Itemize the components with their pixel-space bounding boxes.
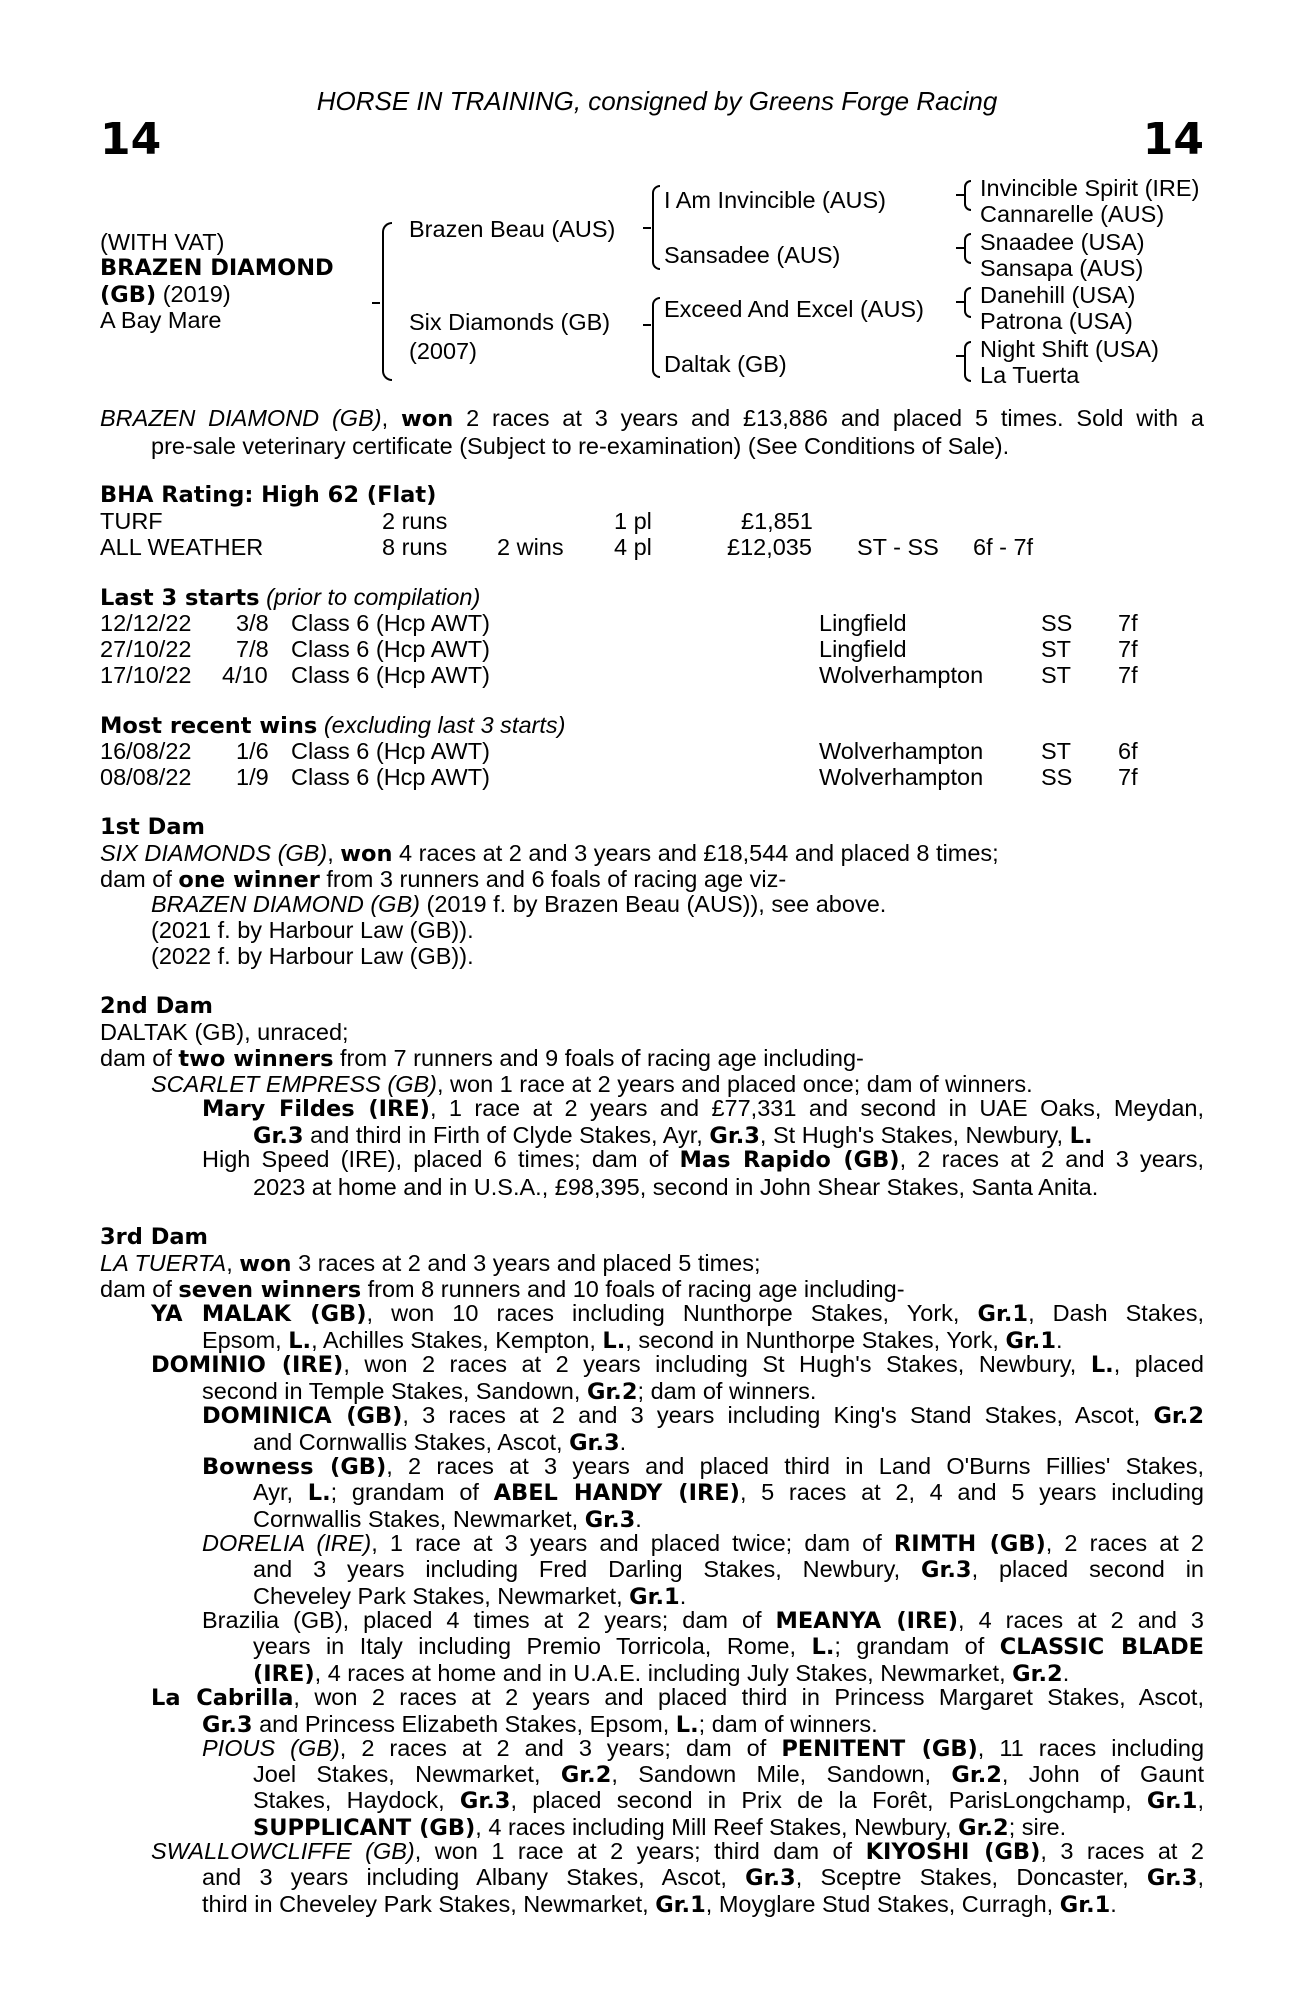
third-dam-line: SUPPLICANT (GB), 4 races including Mill Reef Stakes, Newbury, Gr.2; sire. <box>253 1814 1067 1841</box>
second-dam-line: Mary Fildes (IRE), 1 race at 2 years and £77,331 and second in UAE Oaks, Meydan, <box>202 1095 1204 1122</box>
pedigree-g4-1: Invincible Spirit (IRE) <box>980 175 1200 201</box>
third-dam-line: SWALLOWCLIFFE (GB), won 1 race at 2 years; third dam of KIYOSHI (GB), 3 races at 2 <box>151 1838 1204 1865</box>
third-dam-line: and 3 years including Fred Darling Stakes, Newbury, Gr.3, placed second in <box>253 1556 1204 1583</box>
first-dam-line: BRAZEN DIAMOND (GB) (2019 f. by Brazen Beau (AUS)), see above. <box>151 891 887 917</box>
third-dam-line: third in Cheveley Park Stakes, Newmarket, Gr.1, Moyglare Stud Stakes, Curragh, Gr.1. <box>202 1891 1117 1918</box>
lot-number-right: 14 <box>1142 114 1204 165</box>
third-dam-line: Bowness (GB), 2 races at 3 years and placed third in Land O'Burns Fillies' Stakes, <box>202 1453 1204 1480</box>
third-dam-line: Brazilia (GB), placed 4 times at 2 years; dam of MEANYA (IRE), 4 races at 2 and 3 <box>202 1607 1205 1634</box>
third-dam-line: Joel Stakes, Newmarket, Gr.2, Sandown Mile, Sandown, Gr.2, John of Gaunt <box>253 1761 1204 1788</box>
pedigree-dam: Six Diamonds (GB) <box>409 309 611 335</box>
pedigree-sire-sire: I Am Invincible (AUS) <box>664 187 887 213</box>
third-dam-line: YA MALAK (GB), won 10 races including Nunthorpe Stakes, York, Gr.1, Dash Stakes, <box>151 1300 1204 1327</box>
pedigree-brace-sire <box>382 222 392 305</box>
lot-number-left: 14 <box>100 114 162 165</box>
horse-name: BRAZEN DIAMOND <box>100 255 334 281</box>
horse-description: A Bay Mare <box>100 307 222 333</box>
vat-note: (WITH VAT) <box>100 229 225 255</box>
third-dam-line: Cornwallis Stakes, Newmarket, Gr.3. <box>253 1506 642 1533</box>
summary-line-1: BRAZEN DIAMOND (GB), won 2 races at 3 years and £13,886 and placed 5 times. Sold with a <box>100 405 1204 432</box>
third-dam-line: Ayr, L.; grandam of ABEL HANDY (IRE), 5 races at 2, 4 and 5 years including <box>253 1479 1205 1506</box>
third-dam-line: and Cornwallis Stakes, Ascot, Gr.3. <box>253 1429 627 1456</box>
recent-wins-title: Most recent wins (excluding last 3 starts) <box>100 712 566 739</box>
pedigree-sire: Brazen Beau (AUS) <box>409 216 616 242</box>
first-dam-title: 1st Dam <box>100 814 205 840</box>
second-dam-line: High Speed (IRE), placed 6 times; dam of Mas Rapido (GB), 2 races at 2 and 3 years, <box>202 1146 1204 1173</box>
pedigree-g4-2: Cannarelle (AUS) <box>980 201 1165 227</box>
third-dam-line: and 3 years including Albany Stakes, Ascot, Gr.3, Sceptre Stakes, Doncaster, Gr.3, <box>202 1864 1204 1891</box>
first-dam-line: (2022 f. by Harbour Law (GB)). <box>151 943 474 969</box>
pedigree-g4-3: Snaadee (USA) <box>980 229 1145 255</box>
third-dam-line: Cheveley Park Stakes, Newmarket, Gr.1. <box>253 1583 687 1610</box>
first-dam-line: SIX DIAMONDS (GB), won 4 races at 2 and 3 years and £18,544 and placed 8 times; <box>100 840 999 867</box>
third-dam-line: DOMINIO (IRE), won 2 races at 2 years including St Hugh's Stakes, Newbury, L., placed <box>151 1351 1204 1378</box>
third-dam-line: Epsom, L., Achilles Stakes, Kempton, L., second in Nunthorpe Stakes, York, Gr.1. <box>202 1327 1063 1354</box>
second-dam-line: dam of two winners from 7 runners and 9 foals of racing age including- <box>100 1045 864 1072</box>
summary-line-2: pre-sale veterinary certificate (Subject to re-examination) (See Conditions of Sale). <box>151 433 1010 459</box>
third-dam-line: LA TUERTA, won 3 races at 2 and 3 years and placed 5 times; <box>100 1250 761 1277</box>
third-dam-line: second in Temple Stakes, Sandown, Gr.2; dam of winners. <box>202 1378 817 1405</box>
pedigree-g4-5: Danehill (USA) <box>980 282 1136 308</box>
third-dam-line: DOMINICA (GB), 3 races at 2 and 3 years including King's Stand Stakes, Ascot, Gr.2 <box>202 1402 1204 1429</box>
third-dam-line: Stakes, Haydock, Gr.3, placed second in Prix de la Forêt, ParisLongchamp, Gr.1, <box>253 1787 1204 1814</box>
pedigree-dam-year: (2007) <box>409 338 477 364</box>
third-dam-line: La Cabrilla, won 2 races at 2 years and placed third in Princess Margaret Stakes, Ascot, <box>151 1684 1204 1711</box>
pedigree-dam-sire: Exceed And Excel (AUS) <box>664 296 924 322</box>
pedigree-dam-dam: Daltak (GB) <box>664 351 787 377</box>
second-dam-line: Gr.3 and third in Firth of Clyde Stakes, Ayr, Gr.3, St Hugh's Stakes, Newbury, L. <box>253 1122 1093 1149</box>
horse-foaling-year: (2019) <box>156 281 231 307</box>
pedigree-g4-4: Sansapa (AUS) <box>980 255 1144 281</box>
horse-origin <box>100 283 231 307</box>
third-dam-line: PIOUS (GB), 2 races at 2 and 3 years; dam of PENITENT (GB), 11 races including <box>202 1735 1205 1762</box>
first-dam-line: dam of one winner from 3 runners and 6 foals of racing age viz- <box>100 866 787 893</box>
pedigree-sire-dam: Sansadee (AUS) <box>664 242 841 268</box>
pedigree-g4-6: Patrona (USA) <box>980 308 1133 334</box>
last-starts-title: Last 3 starts (prior to compilation) <box>100 584 481 611</box>
second-dam-line: 2023 at home and in U.S.A., £98,395, second in John Shear Stakes, Santa Anita. <box>253 1174 1099 1200</box>
second-dam-title: 2nd Dam <box>100 993 213 1019</box>
rating-title: BHA Rating: High 62 (Flat) <box>100 482 437 508</box>
third-dam-line: DORELIA (IRE), 1 race at 3 years and placed twice; dam of RIMTH (GB), 2 races at 2 <box>202 1530 1205 1557</box>
pedigree-g4-7: Night Shift (USA) <box>980 336 1159 362</box>
second-dam-line: SCARLET EMPRESS (GB), won 1 race at 2 years and placed once; dam of winners. <box>151 1071 1033 1097</box>
third-dam-line: Gr.3 and Princess Elizabeth Stakes, Epsom, L.; dam of winners. <box>202 1711 878 1738</box>
third-dam-line: dam of seven winners from 8 runners and 10 foals of racing age including- <box>100 1276 905 1303</box>
second-dam-line: DALTAK (GB), unraced; <box>100 1019 349 1045</box>
first-dam-line: (2021 f. by Harbour Law (GB)). <box>151 917 474 943</box>
pedigree-g4-8: La Tuerta <box>980 362 1080 388</box>
third-dam-line: years in Italy including Premio Torricola, Rome, L.; grandam of CLASSIC BLADE <box>253 1633 1204 1660</box>
horse-country: (GB) <box>100 282 157 308</box>
pedigree-brace-dam <box>382 303 392 381</box>
catalogue-header: HORSE IN TRAINING, consigned by Greens Forge Racing <box>316 86 998 116</box>
third-dam-title: 3rd Dam <box>100 1224 208 1250</box>
third-dam-line: (IRE), 4 races at home and in U.A.E. including July Stakes, Newmarket, Gr.2. <box>253 1660 1070 1687</box>
